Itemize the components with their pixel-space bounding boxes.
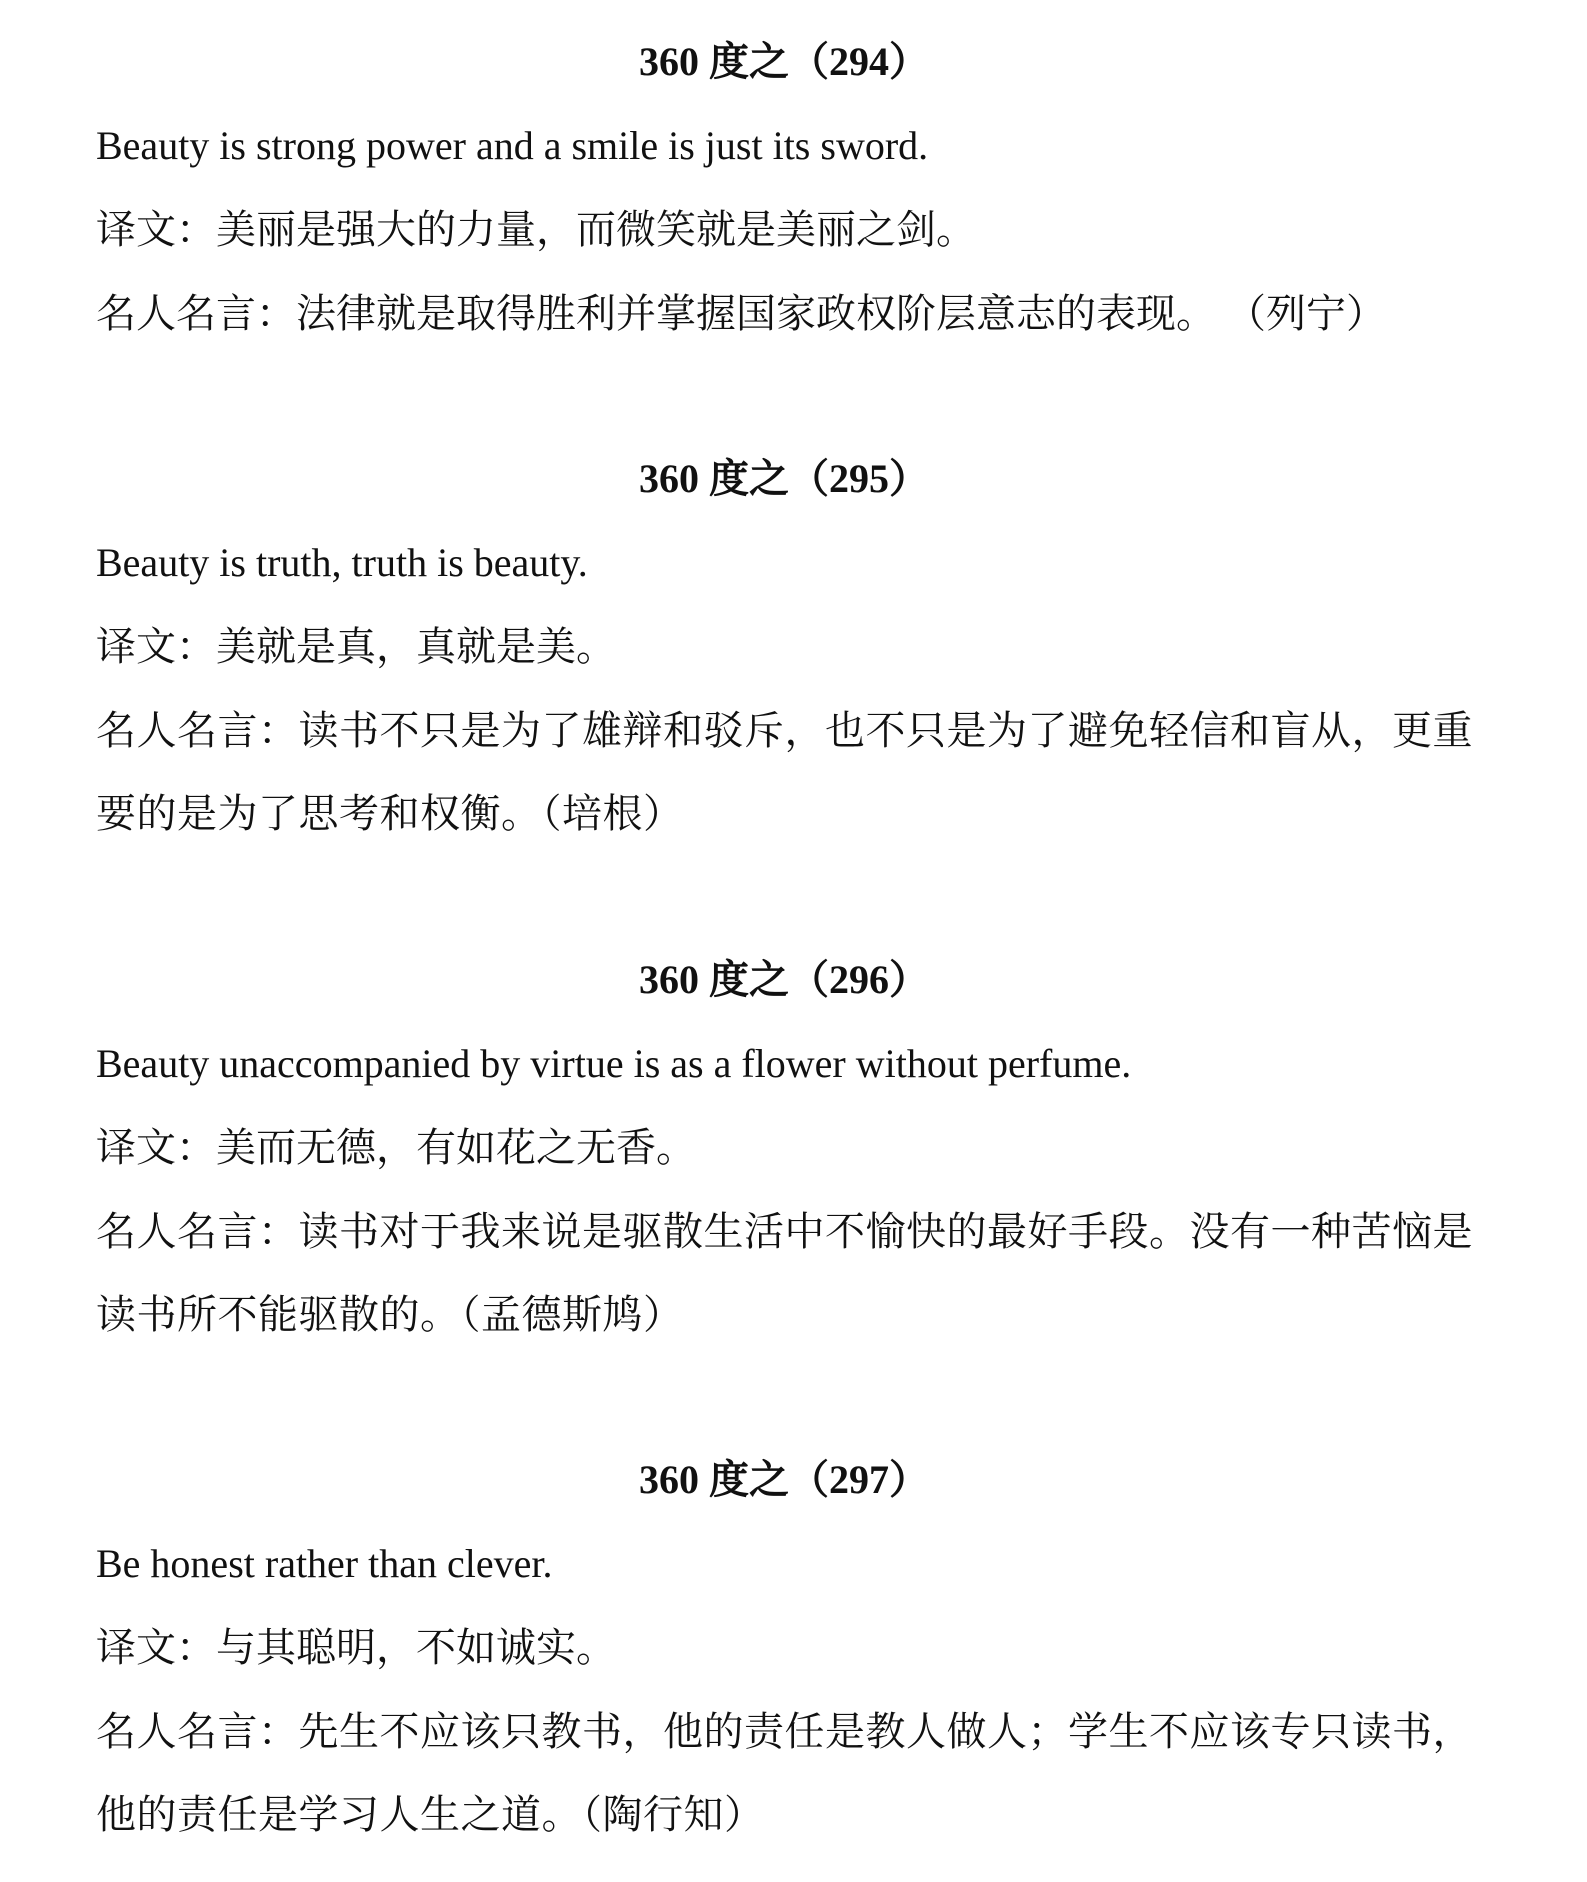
translation-line — [96, 204, 976, 256]
entry-heading: 360 度之（296） — [639, 957, 929, 1002]
quote-text: 读书对于我来说是驱散生活中不愉快的最好手段。没有一种苦恼是读书所不能驱散的。（孟德斯鸠） — [96, 1209, 1473, 1337]
translation-label: 译文： — [96, 624, 216, 669]
entry-heading: 360 度之（297） — [639, 1457, 929, 1502]
quote-paragraph — [96, 689, 1496, 855]
quote-text: 法律就是取得胜利并掌握国家政权阶层意志的表现。 （列宁） — [296, 291, 1386, 336]
quote-label: 名人名言： — [96, 708, 299, 753]
quote-label: 名人名言： — [96, 1209, 299, 1254]
translation-label: 译文： — [96, 1125, 216, 1170]
english-sentence: Beauty is truth, truth is beauty. — [96, 540, 588, 585]
translation-text: 美而无德，有如花之无香。 — [216, 1125, 696, 1170]
translation-text: 美就是真，真就是美。 — [216, 624, 616, 669]
quote-paragraph — [96, 1190, 1496, 1356]
quote-text: 读书不只是为了雄辩和驳斥，也不只是为了避免轻信和盲从，更重要的是为了思考和权衡。（培根） — [96, 708, 1473, 836]
english-sentence: Beauty unaccompanied by virtue is as a flower without perfume. — [96, 1041, 1132, 1086]
quote-label: 名人名言： — [96, 1709, 299, 1754]
translation-line — [96, 1622, 616, 1674]
entry-heading: 360 度之（295） — [639, 456, 929, 501]
quote-label: 名人名言： — [96, 291, 296, 336]
quote-line — [96, 288, 1386, 340]
translation-text: 与其聪明，不如诚实。 — [216, 1625, 616, 1670]
quote-paragraph — [96, 1690, 1496, 1856]
quote-text: 先生不应该只教书，他的责任是教人做人；学生不应该专只读书，他的责任是学习人生之道。（陶行知） — [96, 1709, 1473, 1837]
translation-label: 译文： — [96, 1625, 216, 1670]
entry-heading: 360 度之（294） — [639, 39, 929, 84]
translation-text: 美丽是强大的力量，而微笑就是美丽之剑。 — [216, 207, 976, 252]
translation-line — [96, 621, 616, 673]
english-sentence: Beauty is strong power and a smile is just its sword. — [96, 123, 929, 168]
translation-line — [96, 1122, 696, 1174]
translation-label: 译文： — [96, 207, 216, 252]
english-sentence: Be honest rather than clever. — [96, 1541, 553, 1586]
